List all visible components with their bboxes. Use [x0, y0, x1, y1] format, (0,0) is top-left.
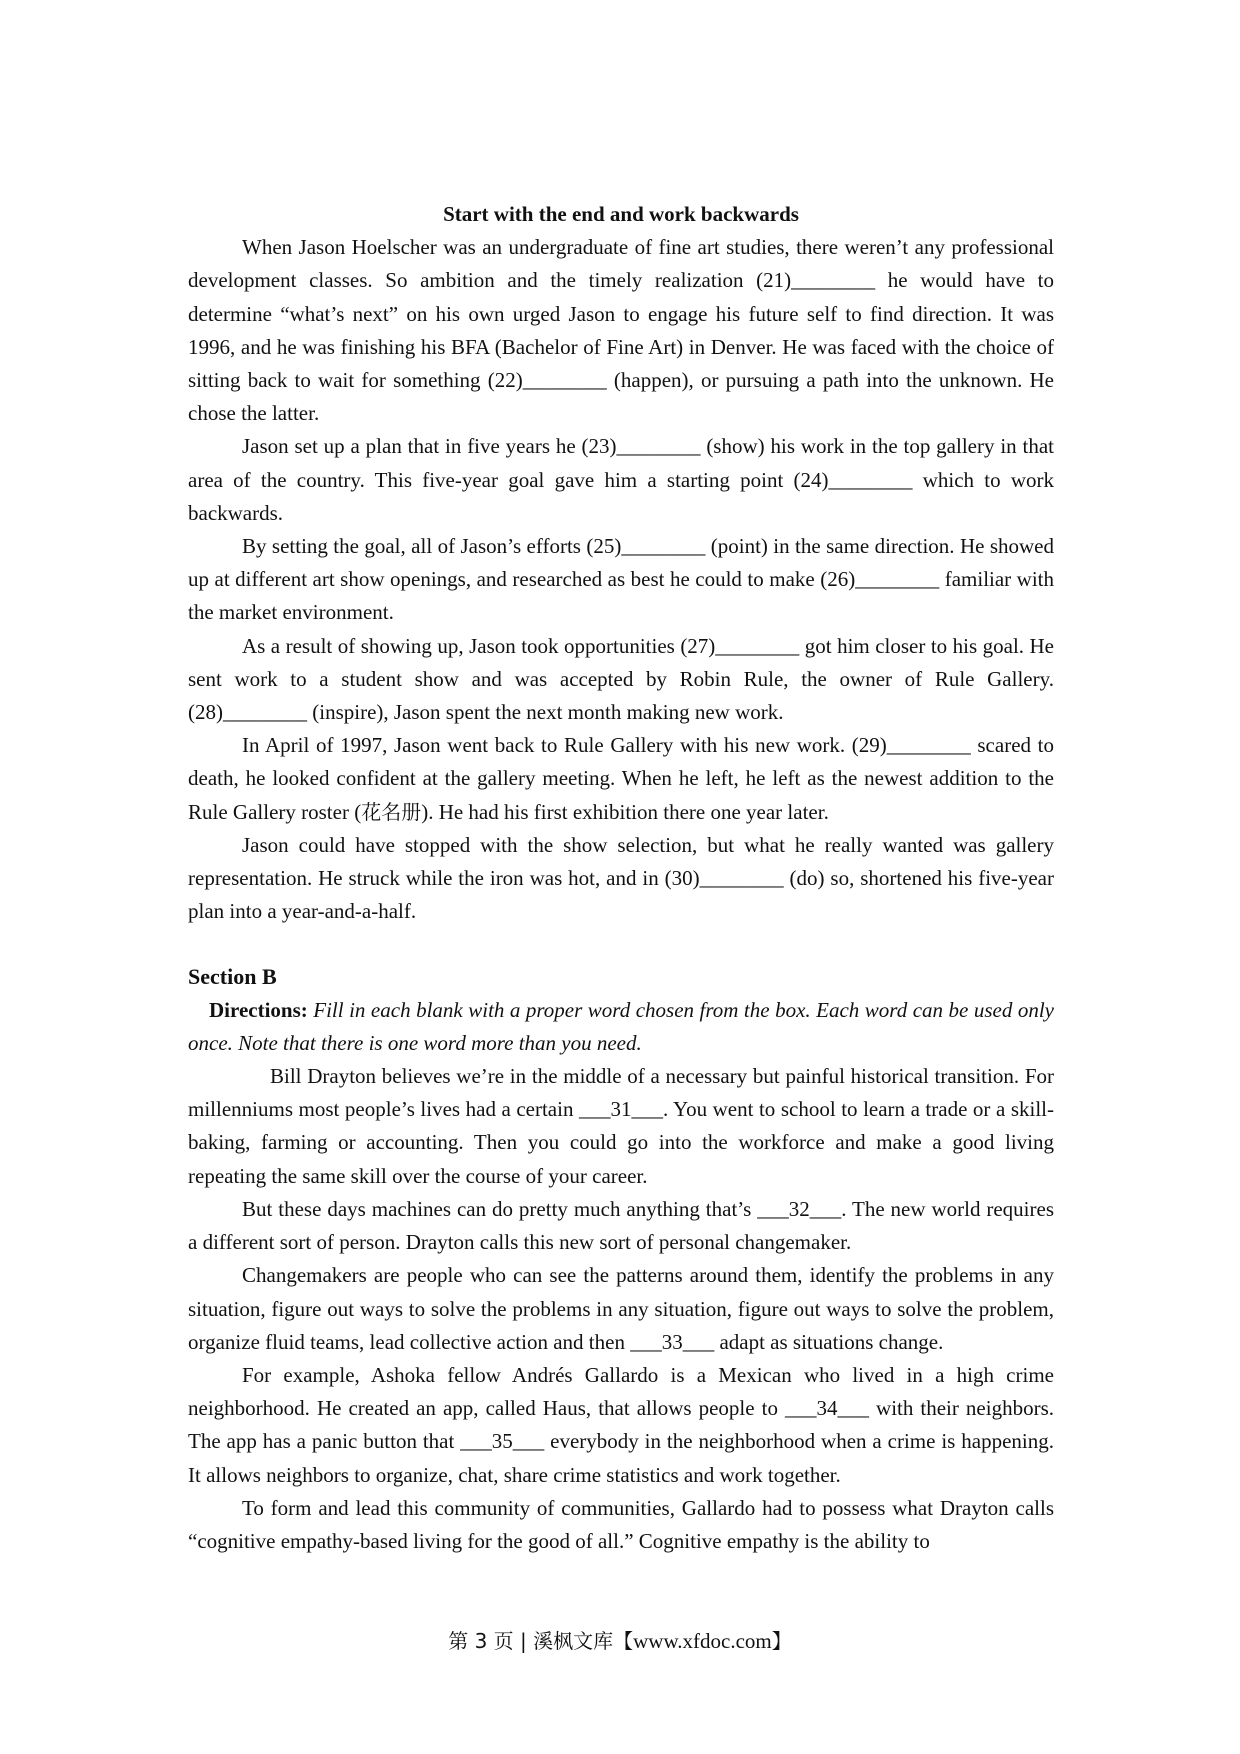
- directions-label: Directions:: [209, 997, 308, 1022]
- paragraph-text: ). He had his first exhibition there one year later.: [421, 799, 829, 824]
- section-heading: Section B: [188, 964, 277, 990]
- passage-paragraph: As a result of showing up, Jason took opportunities (27)________ got him closer to his goal. He sent work to a student show and was accepted by Robin Rule, the owner of Rule Gallery. (28)________ (inspire), Jason spent the next month making new work.: [188, 633, 1054, 725]
- passage-paragraph: But these days machines can do pretty much anything that’s ___32___. The new world requires a different sort of person. Drayton calls this new sort of personal changemaker.: [188, 1196, 1054, 1255]
- directions: [188, 994, 1054, 1060]
- footer-bracket: 】: [771, 1629, 792, 1653]
- passage-paragraph: Jason could have stopped with the show selection, but what he really wanted was gallery representation. He struck while the iron was hot, and in (30)________ (do) so, shortened his five-year plan into a year-and-a-half.: [188, 832, 1054, 924]
- passage-paragraph: Changemakers are people who can see the patterns around them, identify the problems in any situation, figure out ways to solve the problems in any situation, figure out ways to solve the problem, organize fluid teams, lead collective action and then ___33___ adapt as situations change.: [188, 1263, 1054, 1354]
- chinese-gloss: 花名册: [361, 799, 422, 824]
- passage-paragraph: When Jason Hoelscher was an undergraduate of fine art studies, there weren’t any professional development classes. So ambition and the timely realization (21)________ he would have to determine “what’s next” on his own urged Jason to engage his future self to find direction. It was 1996, and he was finishing his BFA (Bachelor of Fine Art) in Denver. He was faced with the choice of sitting back to wait for something (22)________ (happen), or pursuing a path into the unknown. He chose the latter.: [188, 235, 1054, 426]
- document-page: [188, 198, 1054, 1558]
- passage-paragraph: To form and lead this community of communities, Gallardo had to possess what Drayton calls “cognitive empathy-based living for the good of all.” Cognitive empathy is the ability to: [188, 1495, 1054, 1553]
- passage-paragraph: Jason set up a plan that in five years he (23)________ (show) his work in the top gallery in that area of the country. This five-year goal gave him a starting point (24)________ which to work backwards.: [188, 434, 1054, 525]
- passage-paragraph: Bill Drayton believes we’re in the middle of a necessary but painful historical transition. For millenniums most people’s lives had a certain ___31___. You went to school to learn a trade or a skill-baking, farming or accounting. Then you could go into the workforce and make a good living repeating the same skill over the course of your career.: [188, 1064, 1054, 1188]
- passage-paragraph: For example, Ashoka fellow Andrés Gallardo is a Mexican who lived in a high crime neighborhood. He created an app, called Haus, that allows people to ___34___ with their neighbors. The app has a panic button that ___35___ everybody in the neighborhood when a crime is happening. It allows neighbors to organize, chat, share crime statistics and work together.: [188, 1362, 1054, 1487]
- passage-paragraph: [188, 729, 1054, 829]
- footer-page-label: 第 3 页 | 溪枫文库【: [448, 1629, 634, 1653]
- page-footer: [0, 1627, 1240, 1655]
- passage-title: Start with the end and work backwards: [443, 202, 799, 226]
- paragraph-text: In April of 1997, Jason went back to Rule Gallery with his new work. (29)________ scared to death, he looked confident at the gallery meeting. When he left, he left as the newest addition to the Rule Gallery roster (: [188, 733, 1054, 824]
- footer-site-link[interactable]: www.xfdoc.com: [633, 1629, 772, 1653]
- passage-paragraph: By setting the goal, all of Jason’s efforts (25)________ (point) in the same direction. He showed up at different art show openings, and researched as best he could to make (26)________ familiar with the market environment.: [188, 534, 1054, 625]
- directions-text: Fill in each blank with a proper word chosen from the box. Each word can be used only once. Note that there is one word more than you need.: [188, 997, 1054, 1055]
